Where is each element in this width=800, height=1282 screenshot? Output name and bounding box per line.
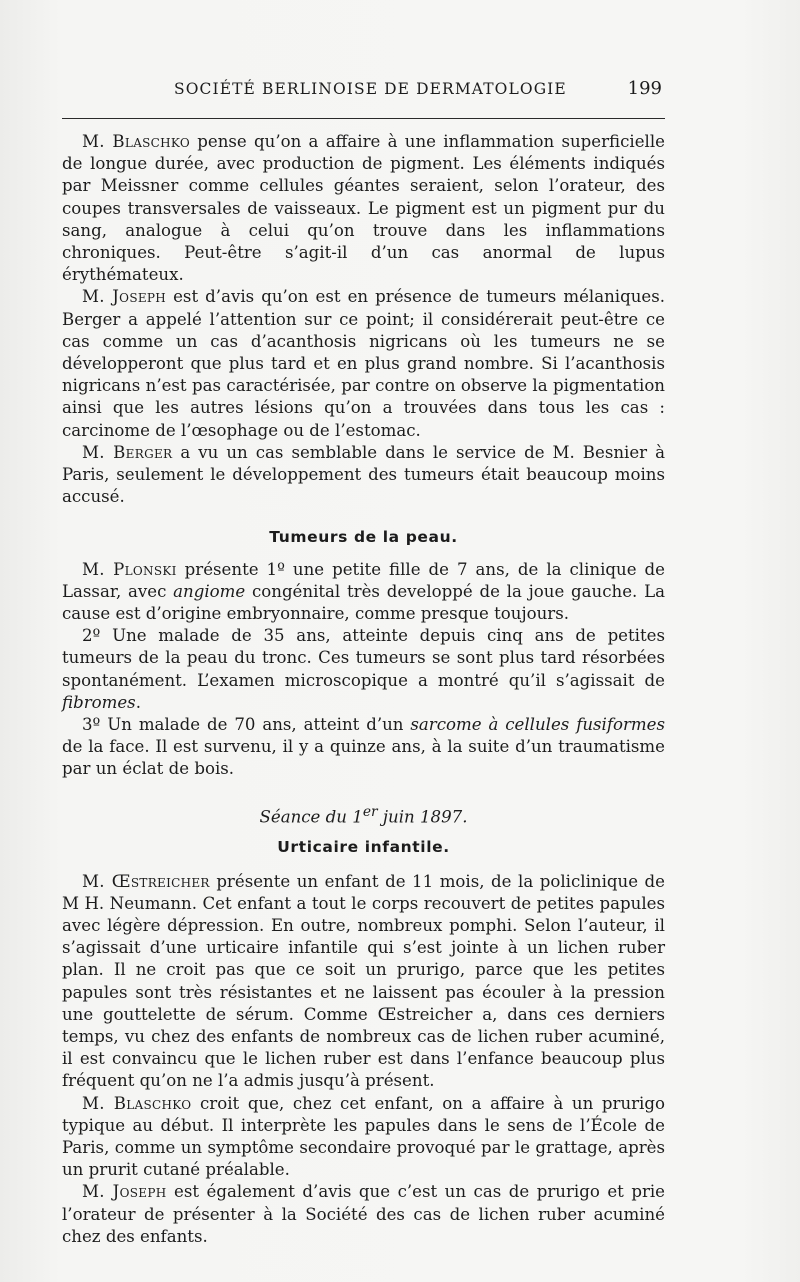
paragraph-text: est également d’avis que c’est un cas de prurigo et prie l’orateur de présenter à la Société des cas de lichen ruber acuminé chez des enfants. [62,1182,666,1246]
paragraph-text: congénital très developpé de la joue gauche. La cause est d’origine embryonnaire, comme presque toujours. [62,581,665,624]
speaker-name: M. Blaschko [82,1093,192,1113]
session-suffix: juin 1897. [377,807,468,827]
speaker-name: M. Joseph [82,1182,167,1202]
paragraph-text: croit que, chez cet enfant, on a affaire à un prurigo typique au début. Il interprète les papules dans le sens de l’École de Paris, comme un symptôme secondaire provoqué par le grattage, après un prurit cutané préalable. [62,1093,665,1180]
speaker-name: M. Œstreicher [82,871,210,891]
running-title: SOCIÉTÉ BERLINOISE DE DERMATOLOGIE [174,80,567,98]
paragraph-text: présente 1º une petite fille de 7 ans, de la clinique de Lassar, avec [62,559,665,601]
running-head [62,80,662,108]
paragraph-blaschko-2 [62,1093,665,1182]
session-sup: er [362,803,378,820]
paragraph-text: pense qu’on a affaire à une inflammation superficielle de longue durée, avec production de pigment. Les éléments indiqués par Meissner comme cellules géantes seraient, selon l’orateur, des coupes transversales de vaisseaux. Le pigment est un pigment pur du sang, analogue à celui qu’on trouve dans les inflammations chroniques. Peut-être s’agit-il d’un cas anormal de lupus érythémateux. [62,132,665,285]
paragraph-text: est d’avis qu’on est en présence de tumeurs mélaniques. Berger a appelé l’attention sur ce point; il considérerait peut-être ce cas comme un cas d’acanthosis nigricans où les tumeurs ne se développeront que plus tard et en plus grand nombre. Si l’acanthosis nigricans n’est pas caractérisée, par contre on observe la pigmentation ainsi que les autres lésions qu’on a trouvées dans tous les cas : carcinome de l’œsophage ou de l’estomac. [62,287,666,440]
paragraph-end: . [135,692,141,712]
paragraph-oestreicher [62,871,665,1093]
speaker-name: M. Plonski [82,559,177,579]
page-number: 199 [627,78,662,99]
paragraph-blaschko-1 [62,131,665,286]
speaker-name: M. Joseph [82,287,167,307]
speaker-name: M. Berger [82,442,173,462]
header-rule [62,118,665,119]
paragraph-text: a vu un cas semblable dans le service de M. Besnier à Paris, seulement le développement des tumeurs était beaucoup moins accusé. [62,442,665,507]
section-heading-tumeurs: Tumeurs de la peau. [269,528,458,547]
paragraph-berger [62,442,665,509]
section-heading-urticaire: Urticaire infantile. [277,838,450,857]
paragraph-text: 2º Une malade de 35 ans, atteinte depuis cinq ans de petites tumeurs de la peau du tronc. Ces tumeurs se sont plus tard résorbées spontanément. L’examen microscopique a montré qu’il s’agissait de [62,626,665,690]
paragraph-joseph-1 [62,286,665,441]
paragraph-text: de la face. Il est survenu, il y a quinze ans, à la suite d’un traumatisme par un éclat de bois. [62,737,665,779]
paragraph-text: 3º Un malade de 70 ans, atteint d’un [82,715,411,735]
paragraph-case-3 [62,714,665,781]
session-date [62,801,665,829]
body-text [62,131,665,1248]
speaker-name: M. Blaschko [82,132,191,151]
paragraph-case-2 [62,625,665,714]
italic-term: fibromes [62,692,136,712]
italic-term: sarcome à cellules fusiformes [410,715,665,735]
paragraph-joseph-2 [62,1181,665,1248]
session-prefix: Séance du 1 [259,807,363,827]
italic-term: angiome [173,581,246,601]
paragraph-text: présente un enfant de 11 mois, de la policlinique de M H. Neumann. Cet enfant a tout le corps recouvert de petites papules avec légère dépression. En outre, nombreux pomphi. Selon l’auteur, il s’agissait d’une urticaire infantile qui s’est jointe à un lichen ruber plan. Il ne croit pas que ce soit un prurigo, parce que les petites papules sont très résistantes et ne laissent pas écouler à la pression une gouttelette de sérum. Comme Œstreicher a, dans ces derniers temps, vu chez des enfants de nombreux cas de lichen ruber acuminé, il est convaincu que le lichen ruber est dans l’enfance beaucoup plus fréquent qu’on ne l’a admis jusqu’à présent. [62,871,665,1091]
paragraph-plonski [62,559,665,626]
